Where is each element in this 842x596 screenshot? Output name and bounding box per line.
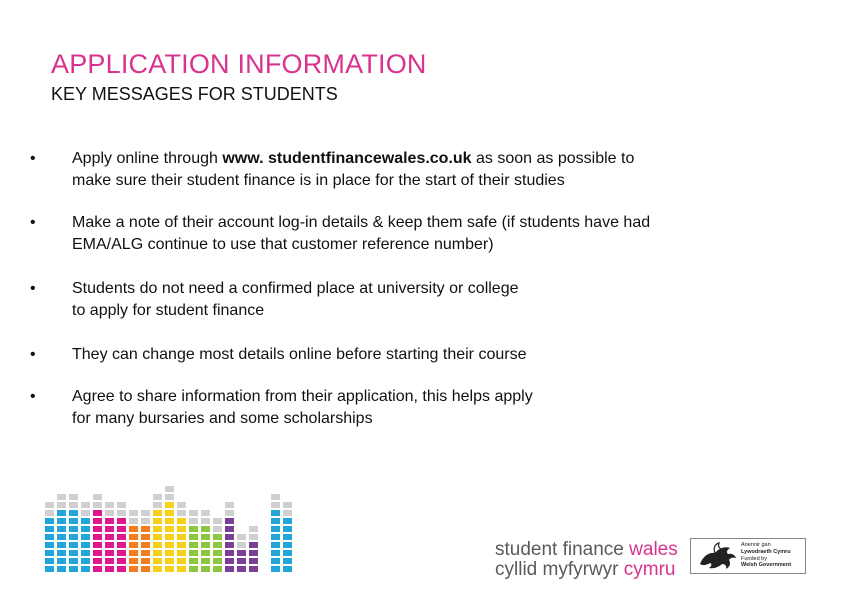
logo-bar-block <box>153 566 162 572</box>
logo-bar-block <box>153 502 162 508</box>
logo-bar-block <box>57 502 66 508</box>
logo-bar-block <box>117 542 126 548</box>
page-subtitle: KEY MESSAGES FOR STUDENTS <box>51 84 338 104</box>
logo-bar-block <box>129 534 138 540</box>
logo-bar-block <box>153 558 162 564</box>
logo-bar-block <box>81 526 90 532</box>
logo-bar-block <box>105 550 114 556</box>
bullet-line: Make a note of their account log-in details & keep them safe (if students have had <box>72 214 651 231</box>
gov-line4: Welsh Government <box>741 562 792 569</box>
bullet-line: to apply for student finance <box>72 302 265 319</box>
logo-bar-block <box>45 526 54 532</box>
logo-bar-block <box>237 534 246 540</box>
logo-bar-block <box>117 550 126 556</box>
logo-bar-block <box>225 534 234 540</box>
logo-bar-block <box>165 542 174 548</box>
logo-bar-block <box>93 550 102 556</box>
bullet-line: Students do not need a confirmed place at university or college <box>72 280 519 297</box>
bullet-dot: • <box>30 214 36 231</box>
logo-bar-block <box>117 566 126 572</box>
logo-bar-block <box>189 542 198 548</box>
logo-bar-block <box>105 534 114 540</box>
logo-bar-block <box>93 542 102 548</box>
logo-bar-block <box>213 542 222 548</box>
logo-bar-block <box>129 518 138 524</box>
logo-bar-block <box>189 566 198 572</box>
logo-bar-block <box>177 526 186 532</box>
logo-line2-accent: cymru <box>623 559 676 580</box>
logo-bar-block <box>225 526 234 532</box>
logo-bar-block <box>283 542 292 548</box>
logo-bar-block <box>69 566 78 572</box>
logo-bar-block <box>57 534 66 540</box>
logo-bar-block <box>249 550 258 556</box>
logo-bar-block <box>225 550 234 556</box>
logo-bar-block <box>225 518 234 524</box>
logo-bar-block <box>81 510 90 516</box>
logo-bar-block <box>69 550 78 556</box>
logo-line1: student finance <box>495 539 630 560</box>
logo-bar-block <box>165 510 174 516</box>
logo-bar-block <box>153 510 162 516</box>
logo-bar-block <box>129 526 138 532</box>
logo-bar-block <box>165 486 174 492</box>
logo-bar-block <box>225 502 234 508</box>
logo-bar-block <box>117 534 126 540</box>
logo-bar-block <box>57 510 66 516</box>
logo-bar-block <box>81 558 90 564</box>
logo-bar-block <box>165 566 174 572</box>
logo-bar-block <box>105 510 114 516</box>
bullet-line: They can change most details online before starting their course <box>72 346 527 363</box>
logo-bar-block <box>177 550 186 556</box>
logo-bar-block <box>129 542 138 548</box>
logo-bar-block <box>105 526 114 532</box>
logo-bar-block <box>177 566 186 572</box>
logo-bar-block <box>225 510 234 516</box>
logo-bar-block <box>177 542 186 548</box>
logo-bar-block <box>283 510 292 516</box>
bullet-dot: • <box>30 280 36 297</box>
logo-bar-block <box>105 518 114 524</box>
page-title: APPLICATION INFORMATION <box>51 49 427 79</box>
logo-bar-block <box>69 526 78 532</box>
logo-bar-block <box>249 526 258 532</box>
bullet-line: Apply online through www. studentfinancewales.co.uk as soon as possible to <box>72 150 635 167</box>
logo-bar-block <box>69 518 78 524</box>
logo-bar-block <box>129 558 138 564</box>
logo-bar-block <box>93 494 102 500</box>
logo-bar-block <box>153 518 162 524</box>
logo-bar-block <box>189 518 198 524</box>
logo-bar-block <box>271 550 280 556</box>
logo-bar-block <box>271 526 280 532</box>
logo-bar-block <box>165 550 174 556</box>
logo-bar-block <box>177 518 186 524</box>
logo-bar-block <box>237 558 246 564</box>
logo-bar-block <box>117 510 126 516</box>
logo-bar-block <box>93 502 102 508</box>
gov-line1: Ariennir gan <box>741 542 771 548</box>
logo-bar-block <box>153 526 162 532</box>
logo-bar-block <box>271 566 280 572</box>
logo-bar-block <box>165 558 174 564</box>
logo-bar-block <box>105 542 114 548</box>
logo-line1-accent: wales <box>629 539 678 560</box>
logo-bar-block <box>189 534 198 540</box>
logo-bar-block <box>165 534 174 540</box>
logo-bar-block <box>57 542 66 548</box>
logo-bar-block <box>271 502 280 508</box>
logo-bar-block <box>129 510 138 516</box>
logo-bar-block <box>201 566 210 572</box>
gov-line3: Funded by <box>741 555 767 562</box>
bullet-text <box>72 148 772 192</box>
logo-bar-block <box>213 534 222 540</box>
logo-bar-block <box>45 550 54 556</box>
logo-bar-block <box>213 558 222 564</box>
logo-bar-block <box>141 542 150 548</box>
logo-bar-block <box>177 502 186 508</box>
logo-bar-block <box>271 558 280 564</box>
logo-bar-block <box>201 534 210 540</box>
logo-line2: cyllid myfyrwyr <box>495 559 624 580</box>
logo-bar-block <box>283 558 292 564</box>
website-link[interactable]: www. studentfinancewales.co.uk <box>222 150 472 167</box>
logo-bar-block <box>45 558 54 564</box>
logo-bar-block <box>271 542 280 548</box>
logo-bar-block <box>189 510 198 516</box>
logo-bar-block <box>57 566 66 572</box>
bullet-text <box>72 278 772 322</box>
logo-bar-block <box>237 542 246 548</box>
logo-bar-block <box>141 550 150 556</box>
bullet-text <box>72 386 772 430</box>
logo-bar-block <box>81 550 90 556</box>
logo-bar-block <box>165 518 174 524</box>
logo-bar-block <box>213 550 222 556</box>
logo-bar-block <box>69 542 78 548</box>
logo-bar-block <box>201 550 210 556</box>
logo-bar-block <box>93 558 102 564</box>
logo-bar-block <box>165 502 174 508</box>
logo-bar-block <box>93 526 102 532</box>
logo-bar-block <box>141 518 150 524</box>
logo-bar-block <box>93 566 102 572</box>
logo-bar-block <box>141 510 150 516</box>
logo-bar-block <box>69 534 78 540</box>
logo-bar-block <box>57 526 66 532</box>
bullet-line: for many bursaries and some scholarships <box>72 410 373 427</box>
logo-bar-block <box>283 502 292 508</box>
bullet-line: make sure their student finance is in place for the start of their studies <box>72 172 565 189</box>
logo-bar-block <box>177 534 186 540</box>
logo-bar-block <box>177 510 186 516</box>
logo-bar-block <box>201 518 210 524</box>
bullet-line: EMA/ALG continue to use that customer reference number) <box>72 236 494 253</box>
logo-bar-block <box>213 566 222 572</box>
logo-bar-block <box>105 558 114 564</box>
logo-bar-block <box>153 494 162 500</box>
bullet-text <box>72 212 772 256</box>
logo-bar-block <box>249 542 258 548</box>
logo-bar-block <box>283 534 292 540</box>
logo-bar-block <box>213 526 222 532</box>
logo-bar-block <box>283 566 292 572</box>
logo-bar-block <box>201 526 210 532</box>
logo-bar-block <box>117 558 126 564</box>
logo-bar-block <box>45 510 54 516</box>
logo-bar-block <box>225 558 234 564</box>
logo-bar-block <box>69 510 78 516</box>
logo-bar-block <box>249 534 258 540</box>
logo-bar-block <box>81 542 90 548</box>
logo-bar-block <box>45 518 54 524</box>
logo-bar-block <box>271 534 280 540</box>
logo-bar-block <box>225 542 234 548</box>
logo-bar-block <box>129 550 138 556</box>
logo-bar-block <box>45 534 54 540</box>
welsh-government-logo <box>690 538 806 574</box>
logo-bar-block <box>141 526 150 532</box>
logo-bar-block <box>189 558 198 564</box>
logo-bar-block <box>69 558 78 564</box>
logo-bar-block <box>237 566 246 572</box>
logo-bar-block <box>45 542 54 548</box>
logo-bar-block <box>93 534 102 540</box>
logo-bar-block <box>283 518 292 524</box>
logo-bar-block <box>45 566 54 572</box>
logo-bar-block <box>283 526 292 532</box>
logo-bar-block <box>271 518 280 524</box>
logo-bar-block <box>189 526 198 532</box>
logo-bar-block <box>153 534 162 540</box>
gov-line2: Lywodraeth Cymru <box>741 548 791 555</box>
logo-bar-block <box>283 550 292 556</box>
logo-bar-block <box>201 510 210 516</box>
logo-bar-block <box>213 518 222 524</box>
logo-bar-block <box>153 550 162 556</box>
logo-bar-block <box>57 518 66 524</box>
logo-bar-block <box>165 494 174 500</box>
logo-bar-block <box>105 566 114 572</box>
logo-bar-block <box>69 502 78 508</box>
logo-bar-block <box>165 526 174 532</box>
logo-bar-block <box>81 518 90 524</box>
logo-bar-block <box>271 494 280 500</box>
logo-bar-block <box>141 534 150 540</box>
logo-bar-block <box>237 550 246 556</box>
logo-bar-block <box>81 534 90 540</box>
logo-bar-block <box>129 566 138 572</box>
bullet-line: Agree to share information from their application, this helps apply <box>72 388 533 405</box>
logo-bar-block <box>57 550 66 556</box>
logo-bar-block <box>105 502 114 508</box>
logo-bar-block <box>117 526 126 532</box>
bullet-dot: • <box>30 388 36 405</box>
logo-bar-block <box>141 566 150 572</box>
student-finance-wales-logo <box>495 540 678 580</box>
logo-bar-block <box>153 542 162 548</box>
logo-bar-block <box>57 558 66 564</box>
logo-bar-block <box>201 542 210 548</box>
logo-bar-block <box>201 558 210 564</box>
logo-bar-block <box>189 550 198 556</box>
dragon-icon <box>697 542 739 572</box>
logo-bar-block <box>117 518 126 524</box>
logo-bar-block <box>249 566 258 572</box>
logo-bar-block <box>81 566 90 572</box>
logo-bar-block <box>93 518 102 524</box>
logo-bar-block <box>69 494 78 500</box>
logo-bar-block <box>93 510 102 516</box>
bullet-dot: • <box>30 150 36 167</box>
bullet-text <box>72 344 772 366</box>
logo-bar-block <box>45 502 54 508</box>
logo-bar-block <box>57 494 66 500</box>
logo-bar-block <box>117 502 126 508</box>
bullet-dot: • <box>30 346 36 363</box>
logo-bar-block <box>225 566 234 572</box>
logo-bar-block <box>141 558 150 564</box>
sfw-bars-logo <box>45 488 300 578</box>
logo-bar-block <box>249 558 258 564</box>
logo-bar-block <box>177 558 186 564</box>
logo-bar-block <box>271 510 280 516</box>
logo-bar-block <box>81 502 90 508</box>
